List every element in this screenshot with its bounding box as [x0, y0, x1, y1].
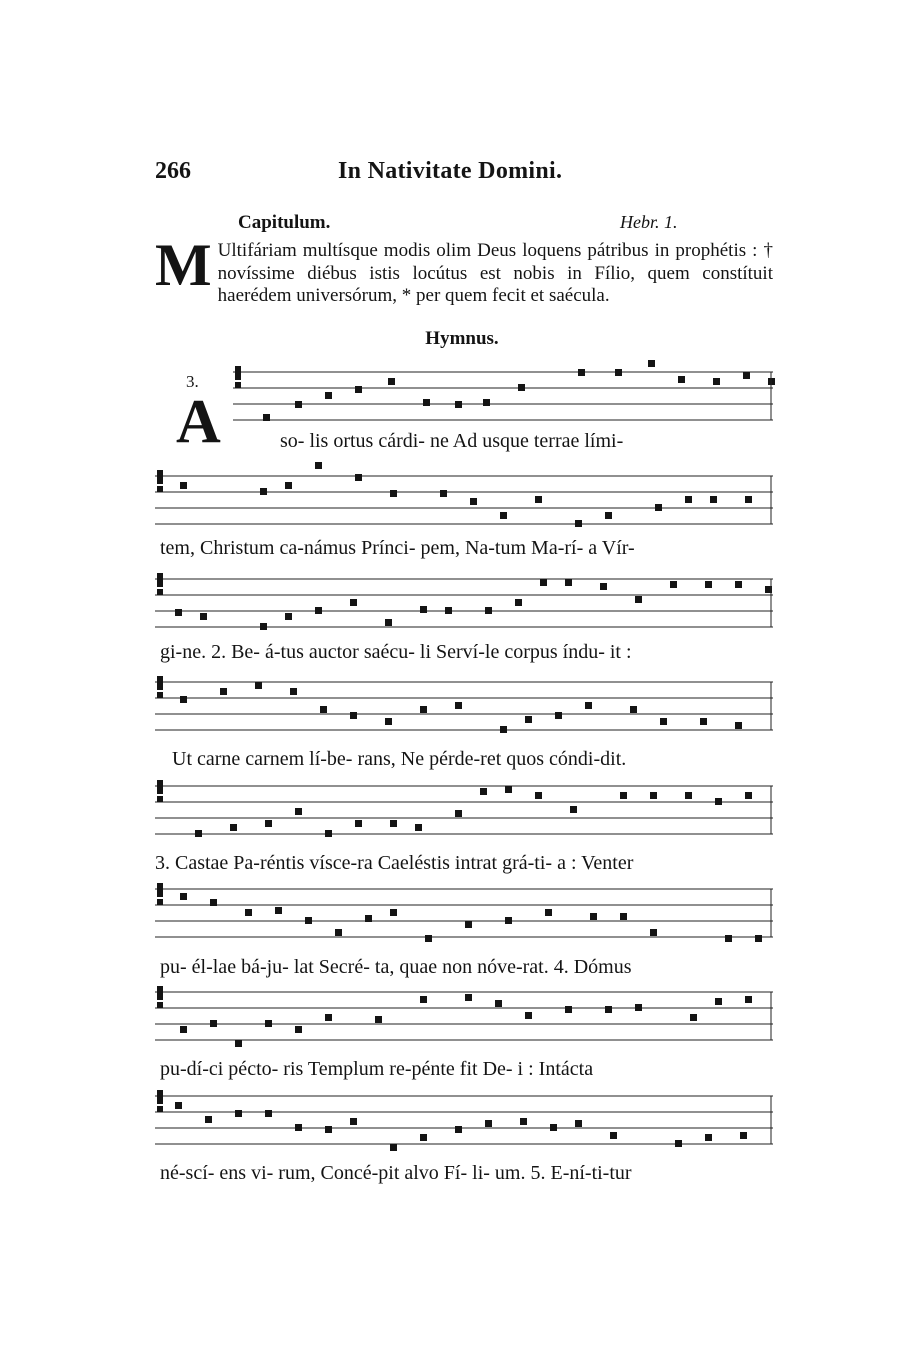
- running-title: In Nativitate Domini.: [338, 158, 563, 184]
- neume-punctum: [350, 599, 357, 606]
- neume-punctum: [180, 893, 187, 900]
- capitulum-text: Ultifáriam multísque modis olim Deus loquens pátribus in prophétis : † novíssime diébus istis locútus est nobis in Fílio, quem constítuit haerédem universórum, * per quem fecit et saécula.: [217, 240, 773, 306]
- neume-punctum: [295, 1124, 302, 1131]
- neume-punctum: [235, 1110, 242, 1117]
- neume-punctum: [390, 1144, 397, 1151]
- neume-punctum: [650, 929, 657, 936]
- neume-punctum: [285, 613, 292, 620]
- chant-staff-5: [155, 782, 773, 842]
- neume-punctum: [195, 830, 202, 837]
- neume-punctum: [355, 386, 362, 393]
- neume-punctum: [265, 1020, 272, 1027]
- chant-staff-2: [155, 472, 773, 532]
- neume-punctum: [630, 706, 637, 713]
- neume-punctum: [605, 512, 612, 519]
- neume-punctum: [230, 824, 237, 831]
- neume-punctum: [690, 1014, 697, 1021]
- neume-punctum: [525, 1012, 532, 1019]
- neume-punctum: [575, 1120, 582, 1127]
- neume-punctum: [715, 998, 722, 1005]
- neume-punctum: [175, 1102, 182, 1109]
- neume-punctum: [390, 490, 397, 497]
- neume-punctum: [325, 1014, 332, 1021]
- hymn-heading-row: [0, 328, 900, 350]
- neume-punctum: [315, 607, 322, 614]
- neume-punctum: [275, 907, 282, 914]
- chant-staff-8: [155, 1092, 773, 1152]
- neume-punctum: [420, 706, 427, 713]
- neume-punctum: [483, 399, 490, 406]
- neume-punctum: [350, 1118, 357, 1125]
- neume-punctum: [420, 996, 427, 1003]
- neume-punctum: [385, 718, 392, 725]
- neume-punctum: [520, 1118, 527, 1125]
- hymn-lyrics-line-6: pu- él-lae bá-ju- lat Secré- ta, quae non nóve-rat. 4. Dómus: [160, 956, 632, 978]
- c-clef-icon: [157, 883, 163, 905]
- c-clef-icon: [157, 780, 163, 802]
- neume-punctum: [455, 810, 462, 817]
- neume-punctum: [515, 599, 522, 606]
- neume-punctum: [260, 488, 267, 495]
- neume-punctum: [525, 716, 532, 723]
- neume-punctum: [705, 581, 712, 588]
- neume-punctum: [755, 935, 762, 942]
- neume-punctum: [205, 1116, 212, 1123]
- neume-punctum: [465, 994, 472, 1001]
- neume-punctum: [675, 1140, 682, 1147]
- neume-punctum: [565, 579, 572, 586]
- chant-staff-4: [155, 678, 773, 738]
- neume-punctum: [635, 1004, 642, 1011]
- neume-punctum: [455, 401, 462, 408]
- neume-punctum: [390, 909, 397, 916]
- neume-punctum: [470, 498, 477, 505]
- neume-punctum: [480, 788, 487, 795]
- hymn-drop-cap: A: [176, 388, 221, 456]
- hymn-lyrics-line-7: pu-dí-ci pécto- ris Templum re-pénte fit De- i : Intácta: [160, 1058, 594, 1080]
- neume-punctum: [745, 792, 752, 799]
- neume-punctum: [295, 808, 302, 815]
- neume-punctum: [735, 722, 742, 729]
- neume-punctum: [620, 913, 627, 920]
- neume-punctum: [745, 996, 752, 1003]
- hymn-lyrics-line-4: Ut carne carnem lí-be- rans, Ne pérde-ret quos cóndi-dit.: [172, 748, 627, 770]
- chant-staff-7: [155, 988, 773, 1048]
- neume-punctum: [715, 798, 722, 805]
- neume-punctum: [440, 490, 447, 497]
- neume-punctum: [678, 376, 685, 383]
- neume-punctum: [535, 792, 542, 799]
- neume-punctum: [245, 909, 252, 916]
- neume-punctum: [423, 399, 430, 406]
- neume-punctum: [575, 520, 582, 527]
- neume-punctum: [325, 830, 332, 837]
- neume-punctum: [725, 935, 732, 942]
- neume-punctum: [375, 1016, 382, 1023]
- neume-punctum: [420, 606, 427, 613]
- neume-punctum: [590, 913, 597, 920]
- neume-punctum: [455, 1126, 462, 1133]
- neume-punctum: [740, 1132, 747, 1139]
- chant-staff-1: [233, 368, 773, 428]
- neume-punctum: [315, 462, 322, 469]
- hymn-lyrics-line-2: tem, Christum ca-námus Prínci- pem, Na-tum Ma-rí- a Vír-: [160, 537, 635, 559]
- neume-punctum: [550, 1124, 557, 1131]
- capitulum-drop-cap: M: [155, 232, 212, 298]
- scripture-reference: Hebr. 1.: [620, 212, 678, 232]
- capitulum-text-block: [155, 232, 773, 308]
- neume-punctum: [500, 726, 507, 733]
- neume-punctum: [255, 682, 262, 689]
- neume-punctum: [355, 820, 362, 827]
- neume-punctum: [365, 915, 372, 922]
- neume-punctum: [235, 1040, 242, 1047]
- neume-punctum: [295, 401, 302, 408]
- neume-punctum: [335, 929, 342, 936]
- neume-punctum: [210, 899, 217, 906]
- hymn-lyrics-line-5: 3. Castae Pa-réntis vísce-ra Caeléstis intrat grá-ti- a : Venter: [155, 852, 634, 874]
- neume-punctum: [285, 482, 292, 489]
- neume-punctum: [350, 712, 357, 719]
- neume-punctum: [685, 792, 692, 799]
- c-clef-icon: [157, 573, 163, 595]
- c-clef-icon: [235, 366, 241, 388]
- neume-punctum: [713, 378, 720, 385]
- neume-punctum: [415, 824, 422, 831]
- neume-punctum: [600, 583, 607, 590]
- hymn-lyrics-line-8: né-scí- ens vi- rum, Concé-pit alvo Fí- li- um. 5. E-ní-ti-tur: [160, 1162, 632, 1184]
- page-header: [155, 158, 770, 190]
- neume-punctum: [578, 369, 585, 376]
- neume-punctum: [660, 718, 667, 725]
- neume-punctum: [615, 369, 622, 376]
- neume-punctum: [495, 1000, 502, 1007]
- chant-staff-3: [155, 575, 773, 635]
- neume-punctum: [735, 581, 742, 588]
- neume-punctum: [745, 496, 752, 503]
- neume-punctum: [585, 702, 592, 709]
- neume-punctum: [485, 1120, 492, 1127]
- neume-punctum: [420, 1134, 427, 1141]
- neume-punctum: [355, 474, 362, 481]
- neume-punctum: [295, 1026, 302, 1033]
- c-clef-icon: [157, 470, 163, 492]
- neume-punctum: [200, 613, 207, 620]
- neume-punctum: [545, 909, 552, 916]
- neume-punctum: [180, 1026, 187, 1033]
- neume-punctum: [605, 1006, 612, 1013]
- chant-staff-6: [155, 885, 773, 945]
- neume-punctum: [518, 384, 525, 391]
- neume-punctum: [385, 619, 392, 626]
- hymn-mode-number: 3.: [186, 372, 199, 391]
- neume-punctum: [325, 392, 332, 399]
- c-clef-icon: [157, 676, 163, 698]
- neume-punctum: [700, 718, 707, 725]
- neume-punctum: [290, 688, 297, 695]
- neume-punctum: [305, 917, 312, 924]
- neume-punctum: [325, 1126, 332, 1133]
- neume-punctum: [465, 921, 472, 928]
- neume-punctum: [180, 696, 187, 703]
- c-clef-icon: [157, 986, 163, 1008]
- neume-punctum: [180, 482, 187, 489]
- neume-punctum: [485, 607, 492, 614]
- neume-punctum: [705, 1134, 712, 1141]
- neume-punctum: [620, 792, 627, 799]
- neume-punctum: [260, 623, 267, 630]
- neume-punctum: [670, 581, 677, 588]
- neume-punctum: [555, 712, 562, 719]
- neume-punctum: [505, 786, 512, 793]
- neume-punctum: [610, 1132, 617, 1139]
- hymn-heading: Hymnus.: [425, 328, 499, 349]
- neume-punctum: [175, 609, 182, 616]
- neume-punctum: [210, 1020, 217, 1027]
- neume-punctum: [265, 820, 272, 827]
- neume-punctum: [635, 596, 642, 603]
- neume-punctum: [648, 360, 655, 367]
- neume-punctum: [505, 917, 512, 924]
- neume-punctum: [535, 496, 542, 503]
- neume-punctum: [650, 792, 657, 799]
- hymn-lyrics-line-1: so- lis ortus cárdi- ne Ad usque terrae lími-: [280, 430, 624, 452]
- neume-punctum: [455, 702, 462, 709]
- page-number: 266: [155, 158, 191, 184]
- neume-punctum: [540, 579, 547, 586]
- neume-punctum: [500, 512, 507, 519]
- neume-punctum: [263, 414, 270, 421]
- neume-punctum: [220, 688, 227, 695]
- neume-punctum: [570, 806, 577, 813]
- capitulum-heading: Capitulum.: [238, 212, 331, 233]
- neume-punctum: [265, 1110, 272, 1117]
- hymn-lyrics-line-3: gi-ne. 2. Be- á-tus auctor saécu- li Serví-le corpus índu- it :: [160, 641, 632, 663]
- neume-punctum: [390, 820, 397, 827]
- neume-punctum: [743, 372, 750, 379]
- neume-punctum: [445, 607, 452, 614]
- neume-punctum: [655, 504, 662, 511]
- neume-punctum: [425, 935, 432, 942]
- neume-punctum: [710, 496, 717, 503]
- neume-punctum: [565, 1006, 572, 1013]
- c-clef-icon: [157, 1090, 163, 1112]
- neume-punctum: [685, 496, 692, 503]
- neume-punctum: [320, 706, 327, 713]
- neume-punctum: [388, 378, 395, 385]
